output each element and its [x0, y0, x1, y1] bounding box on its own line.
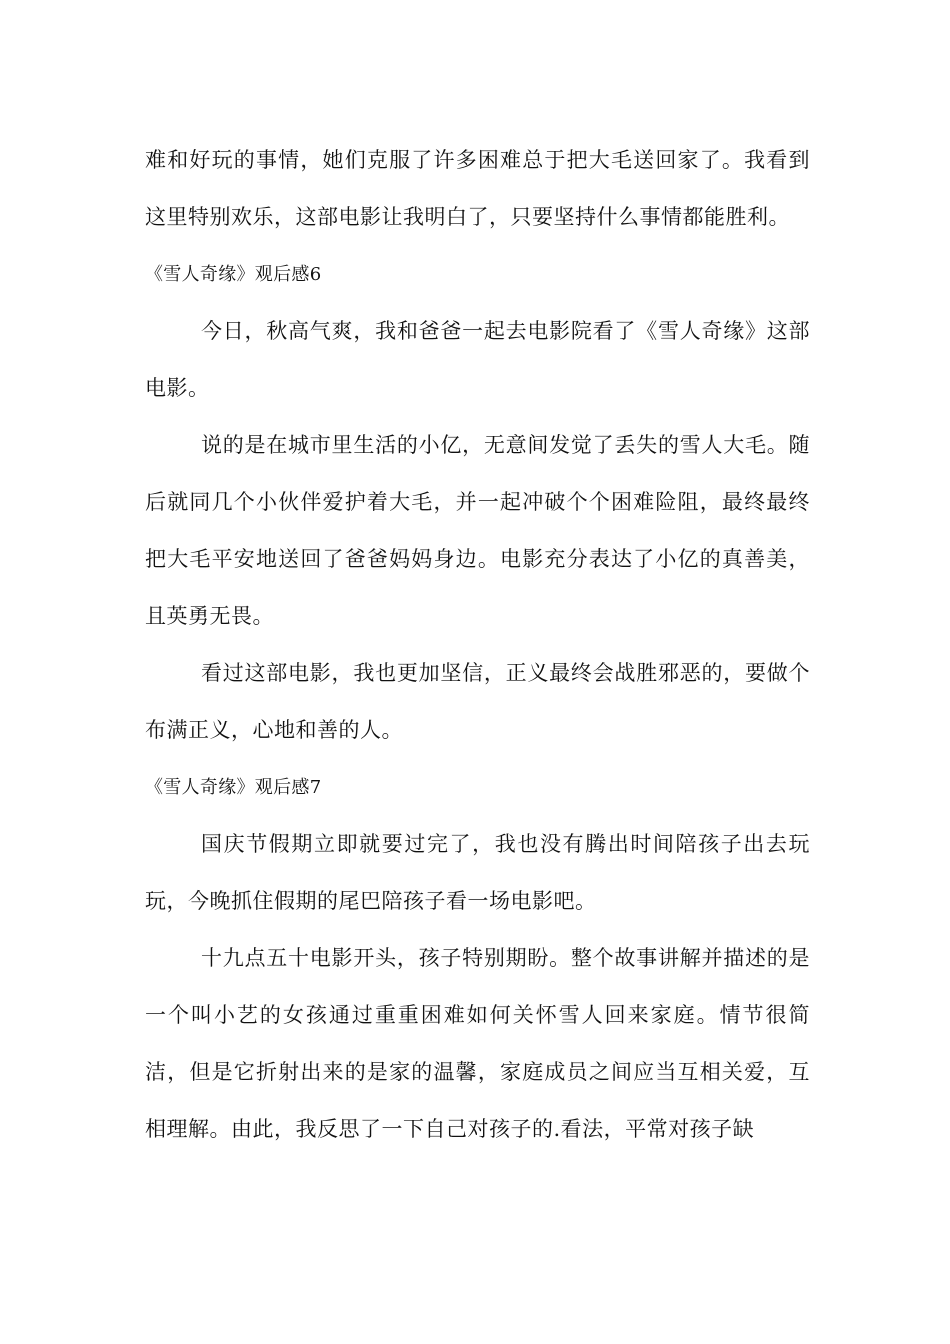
paragraph: 今日，秋高气爽，我和爸爸一起去电影院看了《雪人奇缘》这部电影。: [145, 319, 810, 400]
paragraph: 十九点五十电影开头，孩子特别期盼。整个故事讲解并描述的是一个叫小艺的女孩通过重重困难如何关怀雪人回来家庭。情节很简洁，但是它折射出来的是家的温馨，家庭成员之间应当互相关爱，互相理解。由此，我反思了一下自己对孩子的.看法，平常对孩子缺: [145, 946, 810, 1141]
document-page: [145, 132, 810, 1158]
paragraph: 国庆节假期立即就要过完了，我也没有腾出时间陪孩子出去玩玩，今晚抓住假期的尾巴陪孩子看一场电影吧。: [145, 832, 810, 913]
paragraph-continued: 难和好玩的事情，她们克服了许多困难总于把大毛送回家了。我看到这里特别欢乐，这部电影让我明白了，只要坚持什么事情都能胜利。: [145, 148, 810, 229]
section-heading-6: 《雪人奇缘》观后感6: [145, 264, 322, 285]
paragraph: 说的是在城市里生活的小亿，无意间发觉了丢失的雪人大毛。随后就同几个小伙伴爱护着大毛，并一起冲破个个困难险阻，最终最终把大毛平安地送回了爸爸妈妈身边。电影充分表达了小亿的真善美，且英勇无畏。: [145, 433, 810, 628]
paragraph: 看过这部电影，我也更加坚信，正义最终会战胜邪恶的，要做个布满正义，心地和善的人。: [145, 661, 810, 742]
section-heading-7: 《雪人奇缘》观后感7: [145, 777, 322, 798]
